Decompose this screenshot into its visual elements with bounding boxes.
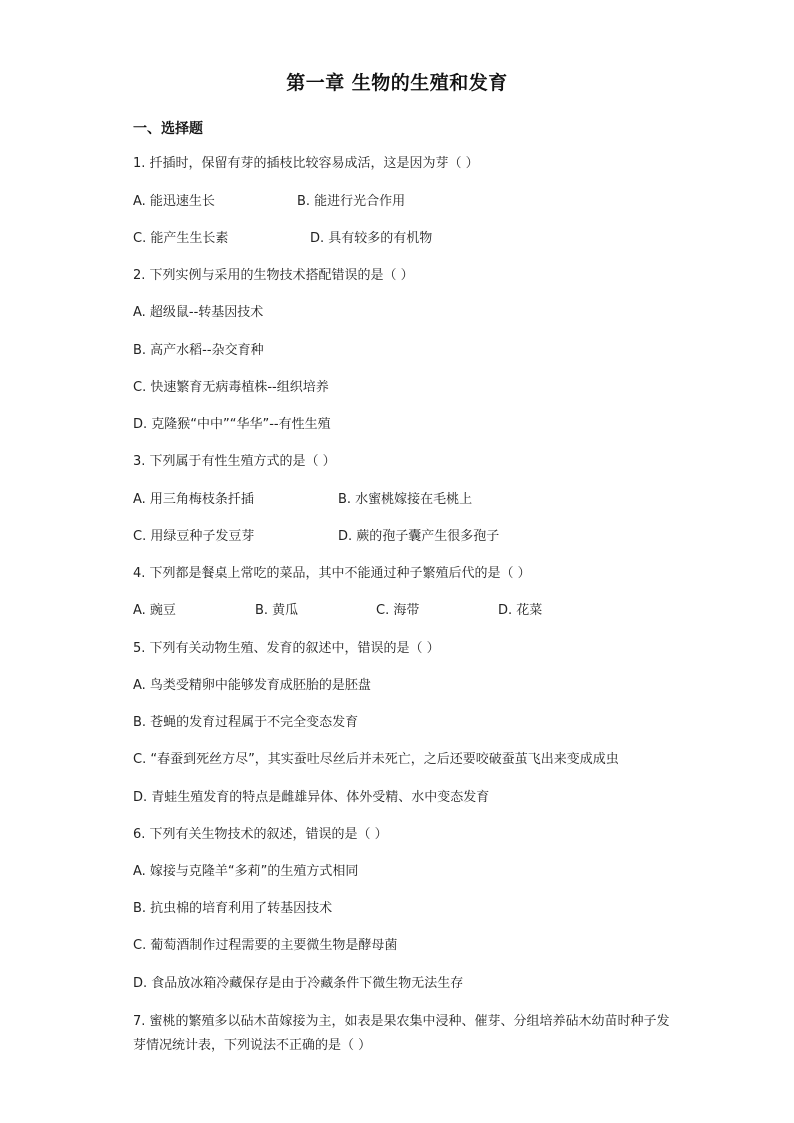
question-2-stem: 2. 下列实例与采用的生物技术搭配错误的是（ ）: [133, 268, 414, 283]
question-6-option-c: C. 葡萄酒制作过程需要的主要微生物是酵母菌: [133, 938, 398, 953]
question-2-option-c: C. 快速繁育无病毒植株--组织培养: [133, 380, 329, 395]
question-3-option-b: B. 水蜜桃嫁接在毛桃上: [338, 492, 473, 507]
question-6-option-a: A. 嫁接与克隆羊“多莉”的生殖方式相同: [133, 864, 359, 879]
question-3-options-row-1: [133, 491, 693, 509]
question-1-option-c: C. 能产生生长素: [133, 231, 229, 246]
question-5-option-c: C. “春蚕到死丝方尽”，其实蚕吐尽丝后并未死亡，之后还要咬破蚕茧飞出来变成成虫: [133, 752, 619, 767]
section-heading: 一、选择题: [133, 121, 203, 137]
question-3-options-row-2: [133, 528, 693, 546]
question-6-stem: 6. 下列有关生物技术的叙述，错误的是（ ）: [133, 827, 388, 842]
question-2-option-a: A. 超级鼠--转基因技术: [133, 305, 264, 320]
question-3-option-d: D. 蕨的孢子囊产生很多孢子: [338, 529, 500, 544]
page-title: 第一章 生物的生殖和发育: [286, 72, 508, 94]
question-5-stem: 5. 下列有关动物生殖、发育的叙述中，错误的是（ ）: [133, 641, 440, 656]
question-5-option-b: B. 苍蝇的发育过程属于不完全变态发育: [133, 715, 359, 730]
question-1-stem: 1. 扦插时，保留有芽的插枝比较容易成活，这是因为芽（ ）: [133, 156, 479, 171]
question-4-option-c: C. 海带: [376, 603, 420, 618]
question-3-stem: 3. 下列属于有性生殖方式的是（ ）: [133, 454, 336, 469]
question-2-option-b: B. 高产水稻--杂交育种: [133, 343, 264, 358]
question-1-option-a: A. 能迅速生长: [133, 194, 215, 209]
question-6-option-d: D. 食品放冰箱冷藏保存是由于冷藏条件下微生物无法生存: [133, 976, 464, 991]
question-4-option-b: B. 黄瓜: [255, 603, 299, 618]
question-2-option-d: D. 克隆猴“中中”“华华”--有性生殖: [133, 417, 331, 432]
question-3-option-a: A. 用三角梅枝条扦插: [133, 492, 254, 507]
question-5-option-d: D. 青蛙生殖发育的特点是雌雄异体、体外受精、水中变态发育: [133, 790, 490, 805]
question-1-options-row-2: [133, 230, 693, 248]
question-4-option-a: A. 豌豆: [133, 603, 176, 618]
question-6-option-b: B. 抗虫棉的培育利用了转基因技术: [133, 901, 333, 916]
question-7-stem: 7. 蜜桃的繁殖多以砧木苗嫁接为主，如表是果农集中浸种、催芽、分组培养砧木幼苗时种子发芽情况统计表，下列说法不正确的是（ ）: [133, 1014, 670, 1053]
question-4-options-row: [133, 602, 693, 620]
question-4-option-d: D. 花菜: [498, 603, 543, 618]
question-3-option-c: C. 用绿豆种子发豆芽: [133, 529, 255, 544]
question-5-option-a: A. 鸟类受精卵中能够发育成胚胎的是胚盘: [133, 678, 371, 693]
question-1-option-b: B. 能进行光合作用: [297, 194, 406, 209]
question-1-option-d: D. 具有较多的有机物: [310, 231, 433, 246]
question-1-options-row-1: [133, 193, 693, 211]
question-4-stem: 4. 下列都是餐桌上常吃的菜品，其中不能通过种子繁殖后代的是（ ）: [133, 566, 531, 581]
